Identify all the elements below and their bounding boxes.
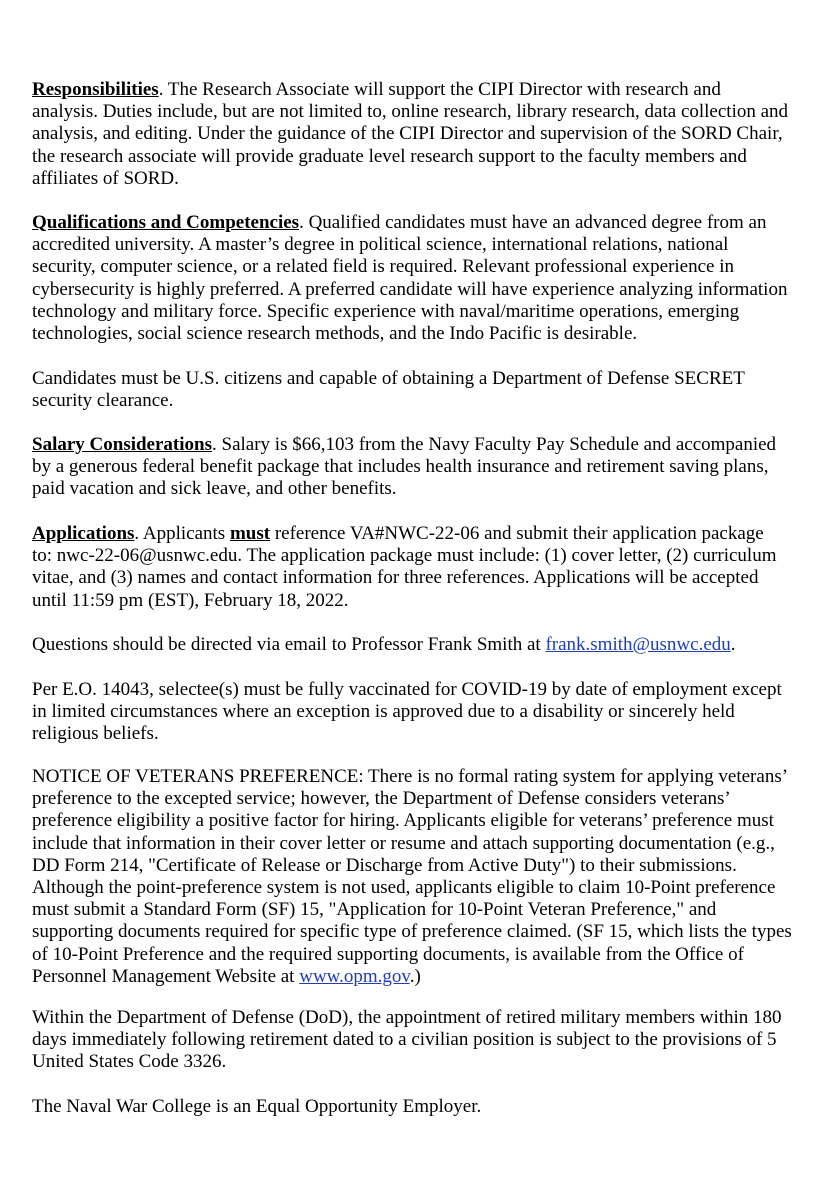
citizenship-line: Candidates must be U.S. citizens and capable of obtaining a Department of Defense SECRET: [32, 368, 745, 389]
responsibilities-paragraph: Responsibilities. The Research Associate will support the CIPI Director with research and analysis. Duties include, but are not limited to, online research, library research, data collection and analysis, and editing. Under the guidance of the CIPI Director and supervision of the SORD Chair, the research associate will provide graduate level research support to the faculty members and affiliates of SORD.: [32, 79, 822, 190]
veterans-line: preference eligibility a positive factor for hiring. Applicants eligible for veterans’ preference must: [32, 810, 774, 832]
veterans-last-end: .): [409, 965, 421, 987]
dod-line: United States Code 3326.: [32, 1051, 227, 1073]
vaccination-line: in limited circumstances where an exception is approved due to a disability or sincerely held: [32, 701, 735, 723]
veterans-line: Although the point-preference system is not used, applicants eligible to claim 10-Point preference: [32, 877, 776, 899]
salary-line: paid vacation and sick leave, and other benefits.: [32, 478, 397, 500]
dod-line: days immediately following retirement dated to a civilian position is subject to the provisions of 5: [32, 1029, 777, 1051]
veterans-line: include that information in their cover letter or resume and attach supporting documentation (e.g.,: [32, 832, 775, 854]
applications-intro: Applicants: [142, 523, 230, 544]
questions-paragraph: [32, 634, 822, 656]
qualifications-line: Qualified candidates must have an advanced degree from an: [308, 212, 767, 233]
responsibilities-line: analysis. Duties include, but are not limited to, online research, library research, data collection and: [32, 101, 789, 123]
vaccination-line: religious beliefs.: [32, 723, 159, 745]
eeo-paragraph: [32, 1096, 822, 1118]
questions-end: .: [730, 634, 736, 655]
contact-email-link[interactable]: frank.smith@usnwc.edu: [545, 634, 731, 655]
qualifications-paragraph: Qualifications and Competencies. Qualified candidates must have an advanced degree from an accredited university. A master’s degree in political science, international relations, national security, computer science, or a related field is required. Relevant professional experience in cybersecurity is highly preferred. A preferred candidate will have experience analyzing information technology and military force. Specific experience with naval/maritime operations, emerging technologies, social science research methods, and the Indo Pacific is desirable.: [32, 212, 822, 345]
veterans-line: must submit a Standard Form (SF) 15, "Application for 10-Point Veteran Preference," and: [32, 899, 717, 921]
applications-line: to: nwc-22-06@usnwc.edu. The application package must include: (1) cover letter, (2) curriculum: [32, 545, 777, 567]
qualifications-line: accredited university. A master’s degree in political science, international relations, national: [32, 234, 729, 256]
eeo-statement: The Naval War College is an Equal Opportunity Employer.: [32, 1096, 482, 1117]
applications-paragraph: Applications. Applicants must reference VA#NWC-22-06 and submit their application package to: nwc-22-06@usnwc.edu. The application package must include: (1) cover letter, (2) curriculum vitae, and (3) names and contact information for three references. Applications will be accepted until 11:59 pm (EST), February 18, 2022.: [32, 523, 822, 612]
responsibilities-line: The Research Associate will support the CIPI Director with research and: [167, 79, 721, 100]
applications-line: reference VA#NWC-22-06 and submit their application package: [270, 523, 764, 544]
must-emphasis: must: [229, 523, 271, 544]
salary-line: Salary is $66,103 from the Navy Faculty Pay Schedule and accompanied: [221, 434, 777, 455]
veterans-line: DD Form 214, "Certificate of Release or Discharge from Active Duty") to their submissions.: [32, 854, 737, 876]
opm-website-link[interactable]: www.opm.gov: [299, 965, 410, 987]
qualifications-heading: Qualifications and Competencies: [32, 212, 300, 233]
dod-line: Within the Department of Defense (DoD), the appointment of retired military members within 180: [32, 1007, 782, 1028]
dod-paragraph: [32, 1007, 822, 1074]
veterans-last-text: Personnel Management Website at: [32, 965, 300, 987]
responsibilities-line: affiliates of SORD.: [32, 167, 179, 189]
salary-paragraph: Salary Considerations. Salary is $66,103 from the Navy Faculty Pay Schedule and accompanied by a generous federal benefit package that includes health insurance and retirement saving plans, paid vacation and sick leave, and other benefits.: [32, 434, 822, 501]
qualifications-line: cybersecurity is highly preferred. A preferred candidate will have experience analyzing information: [32, 278, 788, 300]
vaccination-paragraph: [32, 679, 822, 746]
salary-heading: Salary Considerations: [32, 434, 212, 455]
citizenship-paragraph: [32, 368, 822, 412]
veterans-line: preference to the excepted service; however, the Department of Defense considers veterans’: [32, 788, 731, 810]
responsibilities-line: analysis, and editing. Under the guidance of the CIPI Director and supervision of the SORD Chair,: [32, 123, 783, 145]
responsibilities-heading: Responsibilities: [32, 79, 159, 100]
citizenship-line: security clearance.: [32, 390, 174, 412]
qualifications-line: technology and military force. Specific experience with naval/maritime operations, emerging: [32, 300, 740, 322]
applications-line: until 11:59 pm (EST), February 18, 2022.: [32, 589, 349, 611]
salary-line: by a generous federal benefit package that includes health insurance and retirement saving plans,: [32, 456, 769, 478]
veterans-line: supporting documents required for specific type of preference claimed. (SF 15, which lists the types: [32, 921, 792, 943]
qualifications-line: technologies, social science research methods, and the Indo Pacific is desirable.: [32, 323, 638, 345]
applications-heading: Applications: [32, 523, 135, 544]
applications-line: vitae, and (3) names and contact information for three references. Applications will be accepted: [32, 567, 759, 589]
qualifications-line: security, computer science, or a related field is required. Relevant professional experience in: [32, 256, 734, 278]
responsibilities-line: the research associate will provide graduate level research support to the faculty members and: [32, 145, 747, 167]
vaccination-line: Per E.O. 14043, selectee(s) must be fully vaccinated for COVID-19 by date of employment except: [32, 679, 782, 700]
veterans-line: of 10-Point Preference and the required supporting documents, is available from the Office of: [32, 943, 744, 965]
questions-text: Questions should be directed via email to Professor Frank Smith at: [32, 634, 546, 655]
veterans-notice-paragraph: [32, 766, 822, 988]
veterans-line: NOTICE OF VETERANS PREFERENCE: There is no formal rating system for applying veterans’: [32, 766, 789, 787]
